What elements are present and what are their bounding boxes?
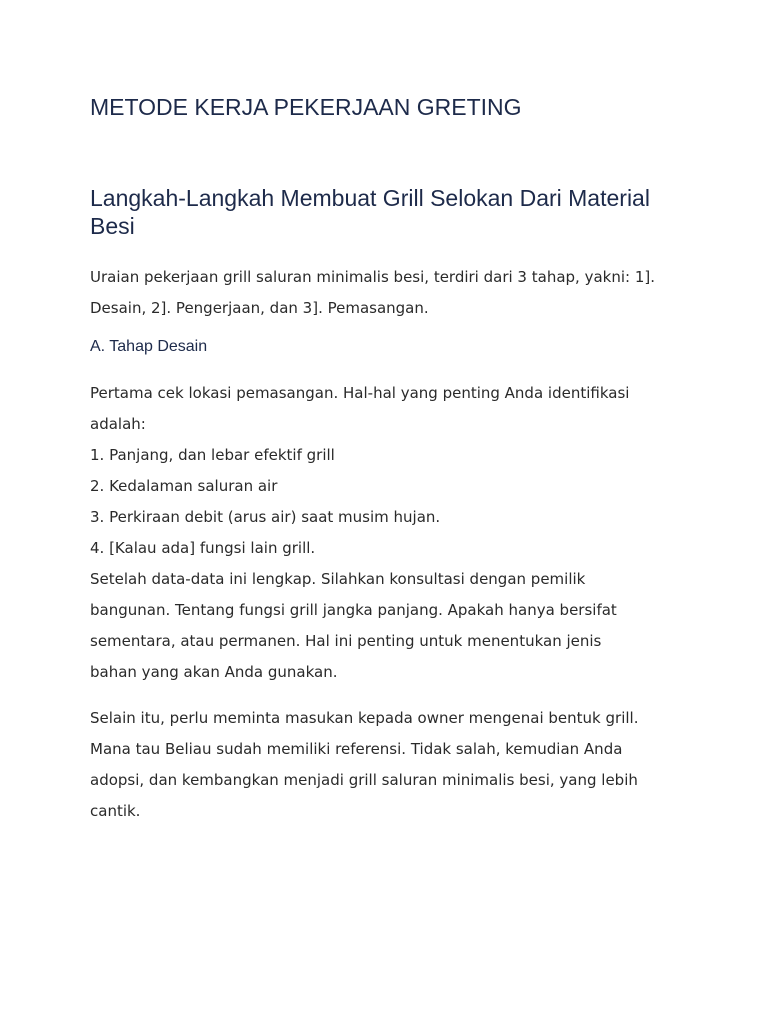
- paragraph-consultation: [90, 564, 690, 688]
- design-stage-content: [90, 378, 690, 688]
- paragraph-line: Mana tau Beliau sudah memiliki referensi. Tidak salah, kemudian Anda: [90, 740, 623, 758]
- list-item: 3. Perkiraan debit (arus air) saat musim hujan.: [90, 508, 441, 526]
- paragraph-line: bangunan. Tentang fungsi grill jangka panjang. Apakah hanya bersifat: [90, 601, 617, 619]
- paragraph-line: Pertama cek lokasi pemasangan. Hal-hal yang penting Anda identifikasi: [90, 384, 630, 402]
- paragraph-line: adopsi, dan kembangkan menjadi grill saluran minimalis besi, yang lebih: [90, 771, 638, 789]
- list-item: 4. [Kalau ada] fungsi lain grill.: [90, 539, 316, 557]
- intro-line: Uraian pekerjaan grill saluran minimalis besi, terdiri dari 3 tahap, yakni: 1].: [90, 268, 655, 286]
- paragraph-design-intro: [90, 378, 690, 440]
- paragraph-line: sementara, atau permanen. Hal ini penting untuk menentukan jenis: [90, 632, 602, 650]
- paragraph-line: adalah:: [90, 415, 146, 433]
- paragraph-line: Selain itu, perlu meminta masukan kepada owner mengenai bentuk grill.: [90, 709, 639, 727]
- article-heading-line: Besi: [90, 213, 135, 239]
- article-heading: [90, 184, 690, 240]
- paragraph-line: cantik.: [90, 802, 141, 820]
- list-item: 1. Panjang, dan lebar efektif grill: [90, 446, 335, 464]
- paragraph-line: Setelah data-data ini lengkap. Silahkan konsultasi dengan pemilik: [90, 570, 586, 588]
- document-title: METODE KERJA PEKERJAAN GRETING: [90, 94, 522, 120]
- article-heading-line: Langkah-Langkah Membuat Grill Selokan Dari Material: [90, 185, 650, 211]
- paragraph-owner-input: [90, 703, 690, 827]
- intro-paragraph: [90, 262, 690, 324]
- checklist: [90, 440, 690, 564]
- list-item: 2. Kedalaman saluran air: [90, 477, 278, 495]
- paragraph-line: bahan yang akan Anda gunakan.: [90, 663, 338, 681]
- section-heading: A. Tahap Desain: [90, 338, 208, 355]
- intro-line: Desain, 2]. Pengerjaan, dan 3]. Pemasangan.: [90, 299, 429, 317]
